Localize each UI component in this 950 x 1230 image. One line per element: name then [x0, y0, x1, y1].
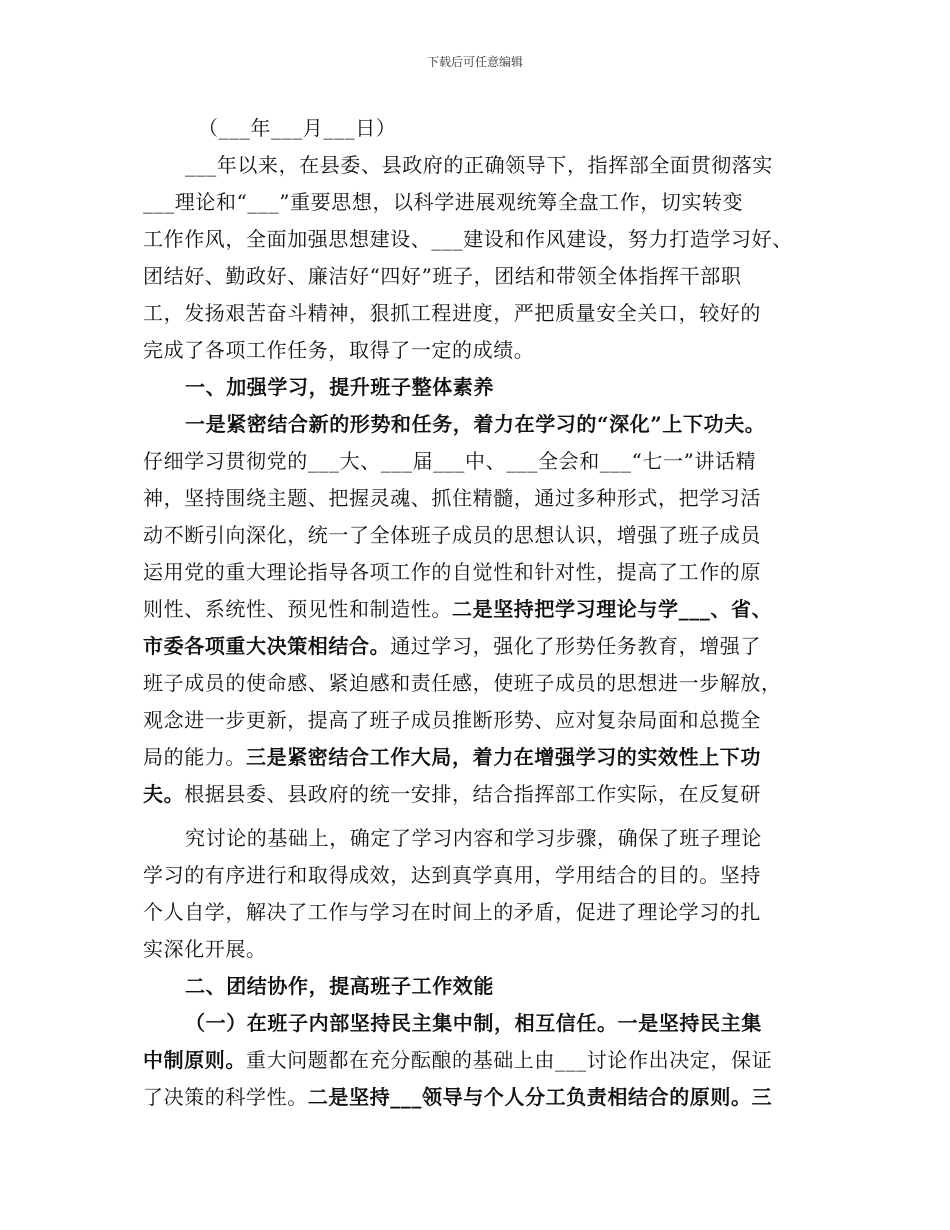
section-1-line-10: [143, 739, 823, 776]
section-1-line-6-bold: 二是坚持把学习理论与学___、省、: [452, 597, 773, 621]
section-1-line-6-text: 则性、系统性、预见性和制造性。: [143, 597, 452, 621]
section-1-line-5: 运用党的重大理论指导各项工作的自觉性和针对性，提高了工作的原: [143, 560, 761, 584]
intro-line-1: ___年以来，在县委、县政府的正确领导下，指挥部全面贯彻落实: [185, 153, 773, 177]
section-1-line-11-bold: 夫。: [143, 782, 185, 806]
intro-line-5: 工，发扬艰苦奋斗精神，狠抓工程进度，严把质量安全关口，较好的: [143, 301, 761, 325]
section-1-line-7-text: 通过学习，强化了形势任务教育，增强了: [390, 634, 762, 658]
document-body: [143, 110, 823, 1116]
intro-line-3: 工作作风，全面加强思想建设、___建设和作风建设，努力打造学习好、: [143, 227, 793, 251]
intro-line-6: 完成了各项工作任务，取得了一定的成绩。: [143, 338, 535, 362]
section-2-line-1: （一）在班子内部坚持民主集中制，相互信任。一是坚持民主集: [185, 1011, 762, 1035]
section-1-line-2: 仔细学习贯彻党的___大、___届___中、___全会和___“七一”讲话精: [143, 449, 757, 473]
section-1-line-11-text: 根据县委、县政府的统一安排，结合指挥部工作实际，在反复研: [184, 782, 762, 806]
section-2-heading: 二、团结协作，提高班子工作效能: [185, 974, 494, 998]
page-break-gap: [143, 813, 823, 820]
section-1-line-3: 神，坚持围绕主题、把握灵魂、抓住精髓，通过多种形式，把学习活: [143, 486, 761, 510]
section-1-line-8: 班子成员的使命感、紧迫感和责任感，使班子成员的思想进一步解放，: [143, 671, 782, 695]
section-1-heading: 一、加强学习，提升班子整体素养: [185, 375, 494, 399]
section-1-line-7: [143, 628, 823, 665]
section-1-line-7-bold: 市委各项重大决策相结合。: [143, 634, 391, 658]
section-1-line-1: 一是紧密结合新的形势和任务，着力在学习的“深化”上下功夫。: [185, 412, 766, 436]
page-header-note: 下载后可任意编辑: [426, 55, 523, 69]
intro-line-2: ___理论和“___”重要思想，以科学进展观统筹全盘工作，切实转变: [143, 190, 744, 214]
section-2-line-2: [143, 1042, 823, 1079]
section-1-line-10-text: 局的能力。: [143, 745, 246, 769]
section-1-line-9: 观念进一步更新，提高了班子成员推断形势、应对复杂局面和总揽全: [143, 708, 761, 732]
section-1-line-10-bold: 三是紧密结合工作大局，着力在增强学习的实效性上下功: [246, 745, 761, 769]
section-2-line-3-bold: 二是坚持___领导与个人分工负责相结合的原则。三: [307, 1085, 773, 1109]
section-1-line-15: 实深化开展。: [143, 937, 267, 961]
section-1-line-4: 动不断引向深化，统一了全体班子成员的思想认识，增强了班子成员: [143, 523, 761, 547]
section-2-line-3: [143, 1079, 823, 1116]
intro-line-4: 团结好、勤政好、廉洁好“四好”班子，团结和带领全体指挥干部职: [143, 264, 742, 288]
section-1-line-14: 个人自学，解决了工作与学习在时间上的矛盾，促进了理论学习的扎: [143, 900, 761, 924]
date-line: （___年___月___日）: [198, 116, 397, 140]
section-1-line-13: 学习的有序进行和取得成效，达到真学真用，学用结合的目的。坚持: [143, 863, 761, 887]
section-2-line-2-bold: 中制原则。: [143, 1048, 246, 1072]
section-2-line-2-text: 重大问题都在充分酝酿的基础上由___讨论作出决定，保证: [246, 1048, 773, 1072]
section-2-line-3-text: 了决策的科学性。: [143, 1085, 308, 1109]
section-1-line-6: [143, 591, 823, 628]
section-1-line-12: 究讨论的基础上，确定了学习内容和学习步骤，确保了班子理论: [185, 826, 762, 850]
section-1-line-11: [143, 776, 823, 813]
